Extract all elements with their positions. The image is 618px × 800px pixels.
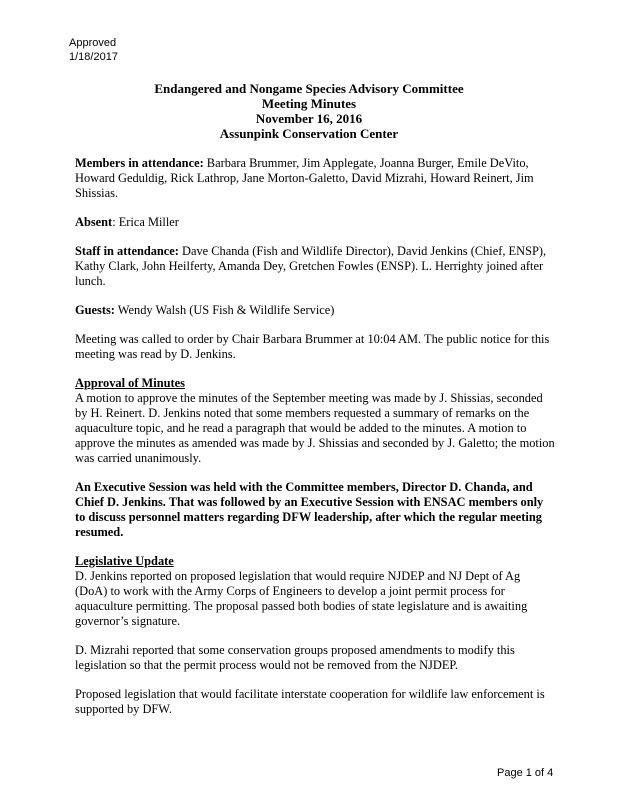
document-title: Meeting Minutes [261,96,357,111]
staff-label: Staff in attendance: [75,244,179,258]
committee-name: Endangered and Nongame Species Advisory Committee [154,81,464,96]
legislative-paragraph-3: Proposed legislation that would facilitate interstate cooperation for wildlife law enforcement is supported by DFW. [75,687,545,716]
approval-date: 1/18/2017 [69,51,118,63]
approval-paragraph: A motion to approve the minutes of the September meeting was made by J. Shissias, seconded by H. Reinert. D. Jenkins noted that some members requested a summary of remarks on the aquaculture topic, and he read a paragraph that would be added to the minutes. A motion to approve the minutes as amended was made by J. Shissias and seconded by J. Galetto; the motion was carried unanimously. [75,391,555,465]
staff-paragraph [75,244,555,289]
staff-list: Dave Chanda (Fish and Wildlife Director), David Jenkins (Chief, ENSP), Kathy Clark, John Heilferty, Amanda Dey, Gretchen Fowles (ENSP). L. Herrighty joined after lunch. [75,244,547,288]
absent-paragraph [75,215,555,230]
members-paragraph [75,156,555,201]
legislative-heading: Legislative Update [75,554,174,568]
members-label: Members in attendance: [75,156,204,170]
members-list: Barbara Brummer, Jim Applegate, Joanna Burger, Emile DeVito, Howard Geduldig, Rick Lathrop, Jane Morton-Galetto, David Mizrahi, Howard Reinert, Jim Shissias. [75,156,534,200]
page-number: Page 1 of 4 [497,767,554,779]
legislative-paragraph-2: D. Mizrahi reported that some conservation groups proposed amendments to modify this legislation so that the permit process would not be removed from the NJDEP. [75,643,515,672]
guests-paragraph [75,303,555,318]
meeting-location: Assunpink Conservation Center [219,126,399,141]
document-header [0,81,618,141]
guests-list: Wendy Walsh (US Fish & Wildlife Service) [114,303,335,317]
guests-label: Guests: [75,303,115,317]
meeting-date: November 16, 2016 [255,111,363,126]
approval-status: Approved [69,37,117,49]
call-to-order-paragraph: Meeting was called to order by Chair Barbara Brummer at 10:04 AM. The public notice for this meeting was read by D. Jenkins. [75,332,550,361]
absent-label: Absent [75,215,113,229]
legislative-paragraph-1: D. Jenkins reported on proposed legislation that would require NJDEP and NJ Dept of Ag (DoA) to work with the Army Corps of Engineers to develop a joint permit process for aquaculture permitting. The proposal passed both bodies of state legislature and is awaiting governor’s signature. [75,569,528,628]
approval-stamp [69,36,118,64]
absent-list: : Erica Miller [112,215,179,229]
executive-session-paragraph: An Executive Session was held with the Committee members, Director D. Chanda, and Chief D. Jenkins. That was followed by an Executive Session with ENSAC members only to discuss personnel matters regarding DFW leadership, after which the regular meeting resumed. [75,480,544,539]
document-body [75,156,555,731]
approval-heading: Approval of Minutes [75,376,185,390]
